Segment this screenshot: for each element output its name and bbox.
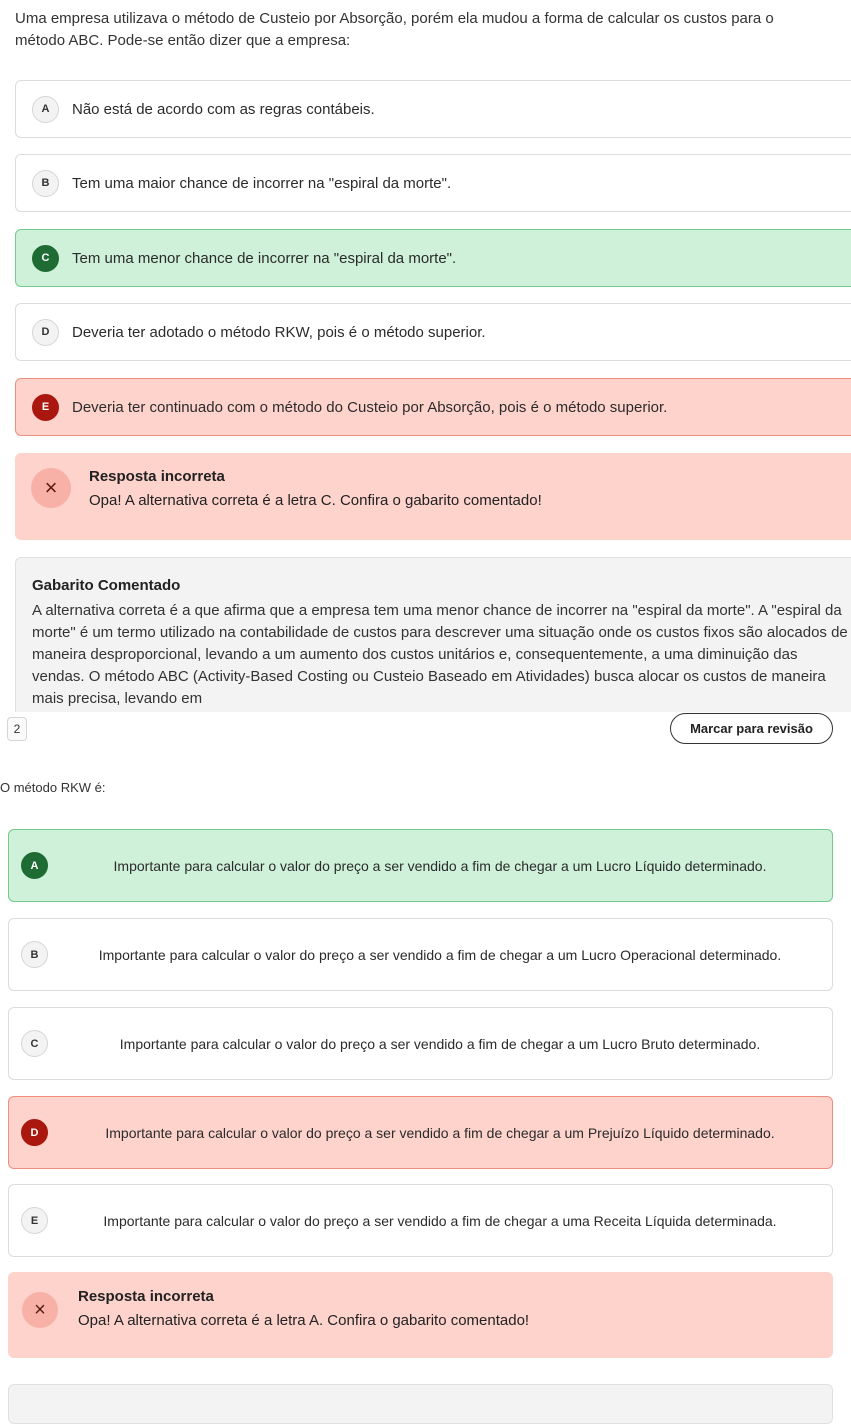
option-b[interactable] xyxy=(8,918,833,991)
question-1-text: Uma empresa utilizava o método de Custeio por Absorção, porém ela mudou a forma de calcular os custos para o método ABC. Pode-se então dizer que a empresa: xyxy=(15,10,774,49)
gabarito-comentado xyxy=(8,1384,833,1424)
option-e[interactable] xyxy=(8,1184,833,1257)
option-letter: C xyxy=(21,1030,48,1057)
option-text: Importante para calcular o valor do preço a ser vendido a fim de chegar a um Prejuízo Líquido determinado. xyxy=(105,1124,775,1141)
close-icon: × xyxy=(22,1292,58,1328)
close-icon: × xyxy=(31,468,71,508)
question-2-header xyxy=(0,712,851,762)
option-text: Importante para calcular o valor do preço a ser vendido a fim de chegar a uma Receita Líquida determinada. xyxy=(103,1212,777,1229)
feedback-title: Resposta incorreta xyxy=(78,1288,214,1305)
option-letter: C xyxy=(32,245,59,272)
option-a[interactable] xyxy=(15,80,851,138)
option-text: Importante para calcular o valor do preço a ser vendido a fim de chegar a um Lucro Líquido determinado. xyxy=(113,857,767,874)
option-letter: E xyxy=(32,394,59,421)
feedback-title: Resposta incorreta xyxy=(89,468,225,485)
question-2-text: O método RKW é: xyxy=(0,780,106,795)
gabarito-text: A alternativa correta é a que afirma que a empresa tem uma menor chance de incorrer na "espiral da morte". A "espiral da morte" é um termo utilizado na contabilidade de custos para descrever uma situação onde os custos fixos são alocados de maneira desproporcional, levando a um aumento dos custos unitários e, consequentemente, a uma diminuição das vendas. O método ABC (Activity-Based Costing ou Custeio Baseado em Atividades) busca alocar os custos de maneira mais precisa, levando em xyxy=(32,602,848,707)
question-number: 2 xyxy=(7,717,27,741)
gabarito-comentado xyxy=(15,557,851,712)
option-c[interactable] xyxy=(8,1007,833,1080)
option-text: Deveria ter adotado o método RKW, pois é o método superior. xyxy=(72,323,486,341)
option-text: Tem uma menor chance de incorrer na "espiral da morte". xyxy=(72,249,457,267)
option-letter: A xyxy=(32,96,59,123)
option-a[interactable] xyxy=(8,829,833,902)
option-text: Deveria ter continuado com o método do Custeio por Absorção, pois é o método superior. xyxy=(72,398,668,416)
option-letter: D xyxy=(21,1119,48,1146)
option-c[interactable] xyxy=(15,229,851,287)
gabarito-title: Gabarito Comentado xyxy=(32,577,181,594)
option-letter: B xyxy=(21,941,48,968)
feedback-incorrect xyxy=(8,1272,833,1358)
option-d[interactable] xyxy=(15,303,851,361)
option-letter: A xyxy=(21,852,48,879)
option-text: Não está de acordo com as regras contábeis. xyxy=(72,100,375,118)
option-letter: B xyxy=(32,170,59,197)
option-text: Tem uma maior chance de incorrer na "espiral da morte". xyxy=(72,174,452,192)
option-text: Importante para calcular o valor do preço a ser vendido a fim de chegar a um Lucro Bruto determinado. xyxy=(119,1035,761,1052)
option-d[interactable] xyxy=(8,1096,833,1169)
mark-for-review-button[interactable]: Marcar para revisão xyxy=(670,713,833,744)
option-text: Importante para calcular o valor do preço a ser vendido a fim de chegar a um Lucro Operacional determinado. xyxy=(98,946,782,963)
feedback-message: Opa! A alternativa correta é a letra C. Confira o gabarito comentado! xyxy=(89,492,542,509)
option-letter: E xyxy=(21,1207,48,1234)
feedback-incorrect xyxy=(15,453,851,540)
option-e[interactable] xyxy=(15,378,851,436)
option-b[interactable] xyxy=(15,154,851,212)
option-letter: D xyxy=(32,319,59,346)
feedback-message: Opa! A alternativa correta é a letra A. Confira o gabarito comentado! xyxy=(78,1312,530,1329)
